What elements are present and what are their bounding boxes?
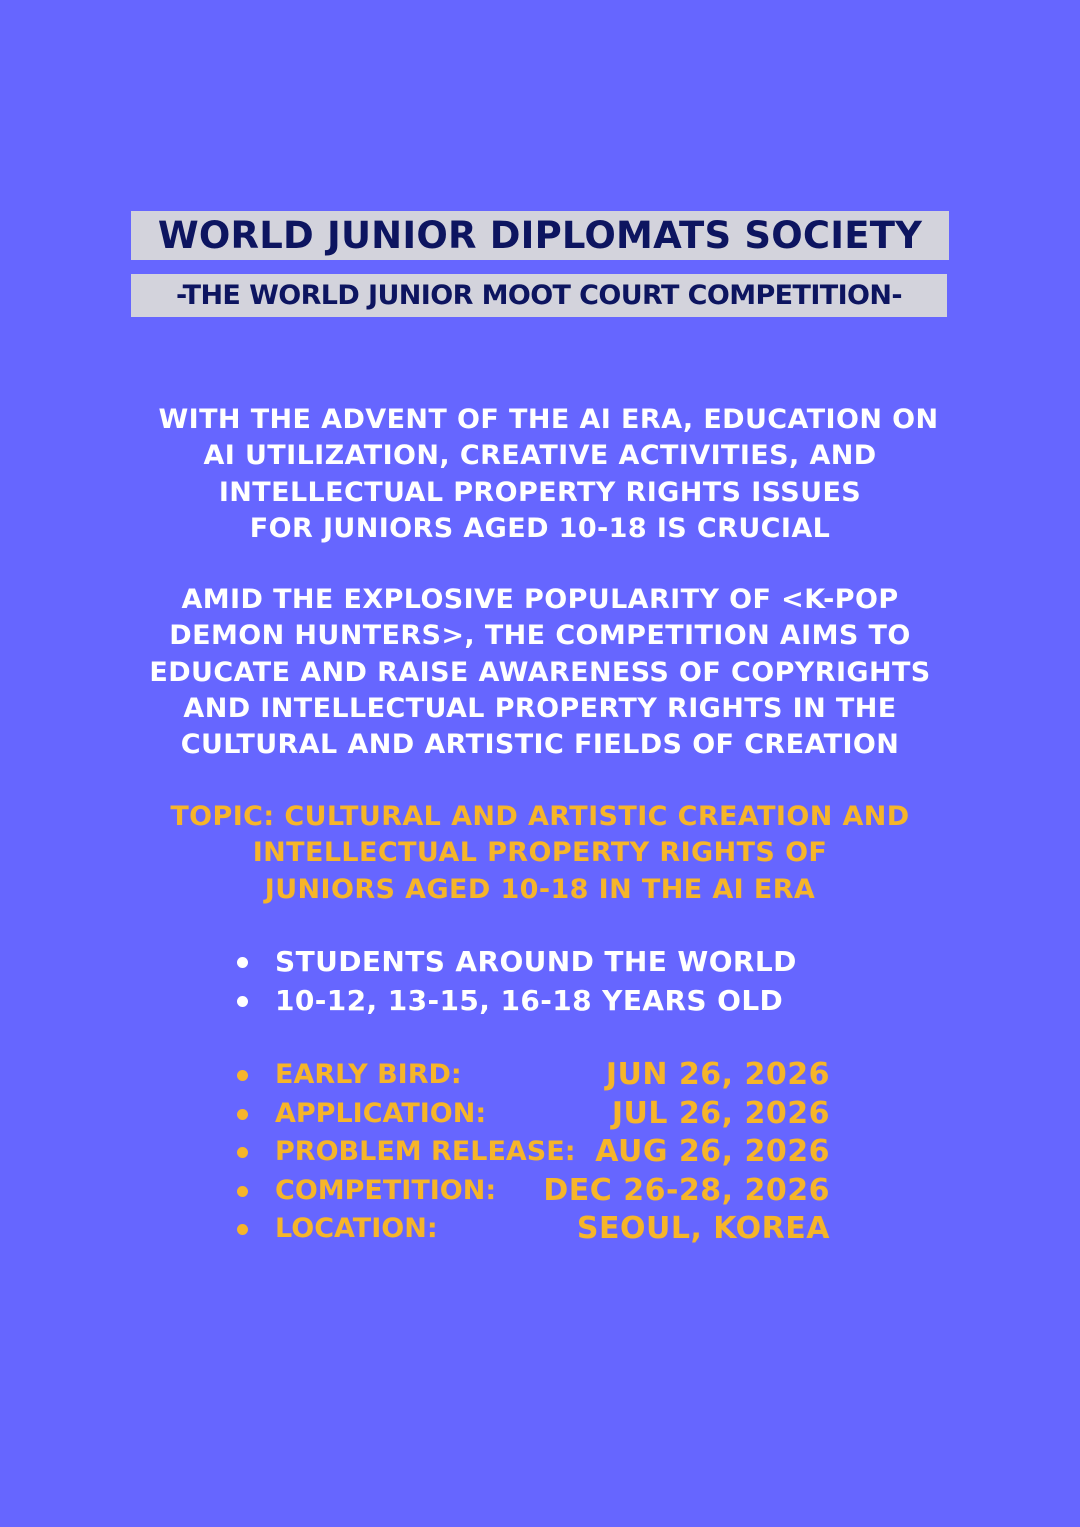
bullet-icon: [237, 1109, 248, 1120]
intro-line: AI UTILIZATION, CREATIVE ACTIVITIES, AND: [203, 440, 877, 472]
bullet-icon: [237, 1147, 248, 1158]
eligibility-list: [232, 943, 872, 1020]
schedule-item: [232, 1056, 872, 1095]
bullet-icon: [237, 1224, 248, 1235]
intro-line: WITH THE ADVENT OF THE AI ERA, EDUCATION ON: [158, 404, 939, 435]
schedule-date: DEC 26-28, 2026: [543, 1172, 830, 1208]
schedule-label: COMPETITION:: [275, 1174, 497, 1206]
bullet-icon: [237, 957, 248, 968]
aim-line: EDUCATE AND RAISE AWARENESS OF COPYRIGHTS: [149, 656, 931, 688]
intro-paragraph: [100, 402, 980, 547]
list-item: [232, 982, 872, 1021]
schedule-item: [232, 1172, 872, 1211]
aim-line: DEMON HUNTERS>, THE COMPETITION AIMS TO: [169, 620, 911, 652]
intro-line: FOR JUNIORS AGED 10-18 IS CRUCIAL: [249, 512, 831, 544]
topic-line: TOPIC: CULTURAL AND ARTISTIC CREATION AND: [170, 801, 910, 832]
topic-line: INTELLECTUAL PROPERTY RIGHTS OF: [252, 837, 828, 869]
schedule-date: JUL 26, 2026: [611, 1095, 830, 1131]
schedule-label: PROBLEM RELEASE:: [275, 1136, 576, 1168]
schedule-item: [232, 1210, 872, 1249]
bullet-icon: [237, 1186, 248, 1197]
poster-subtitle: -THE WORLD JUNIOR MOOT COURT COMPETITION-: [131, 274, 947, 317]
topic-line: JUNIORS AGED 10-18 IN THE AI ERA: [264, 873, 816, 905]
schedule-list: [232, 1056, 872, 1249]
poster-title: WORLD JUNIOR DIPLOMATS SOCIETY: [131, 211, 949, 260]
eligibility-text: STUDENTS AROUND THE WORLD: [275, 945, 797, 978]
competition-aim-paragraph: [100, 582, 980, 763]
schedule-date: JUN 26, 2026: [605, 1057, 830, 1092]
schedule-item: [232, 1133, 872, 1172]
aim-line: AND INTELLECTUAL PROPERTY RIGHTS IN THE: [183, 692, 897, 724]
bullet-icon: [237, 1070, 248, 1081]
schedule-label: EARLY BIRD:: [275, 1059, 462, 1090]
schedule-item: [232, 1095, 872, 1134]
eligibility-text: 10-12, 13-15, 16-18 YEARS OLD: [275, 983, 784, 1017]
schedule-label: LOCATION:: [275, 1213, 438, 1245]
schedule-label: APPLICATION:: [275, 1097, 487, 1129]
schedule-location: SEOUL, KOREA: [576, 1211, 830, 1247]
schedule-date: AUG 26, 2026: [595, 1134, 830, 1170]
aim-line: AMID THE EXPLOSIVE POPULARITY OF <K-POP: [181, 584, 899, 615]
topic-paragraph: [100, 799, 980, 908]
intro-line: INTELLECTUAL PROPERTY RIGHTS ISSUES: [218, 476, 862, 508]
bullet-icon: [237, 996, 248, 1007]
list-item: [232, 943, 872, 982]
aim-line: CULTURAL AND ARTISTIC FIELDS OF CREATION: [180, 729, 900, 761]
